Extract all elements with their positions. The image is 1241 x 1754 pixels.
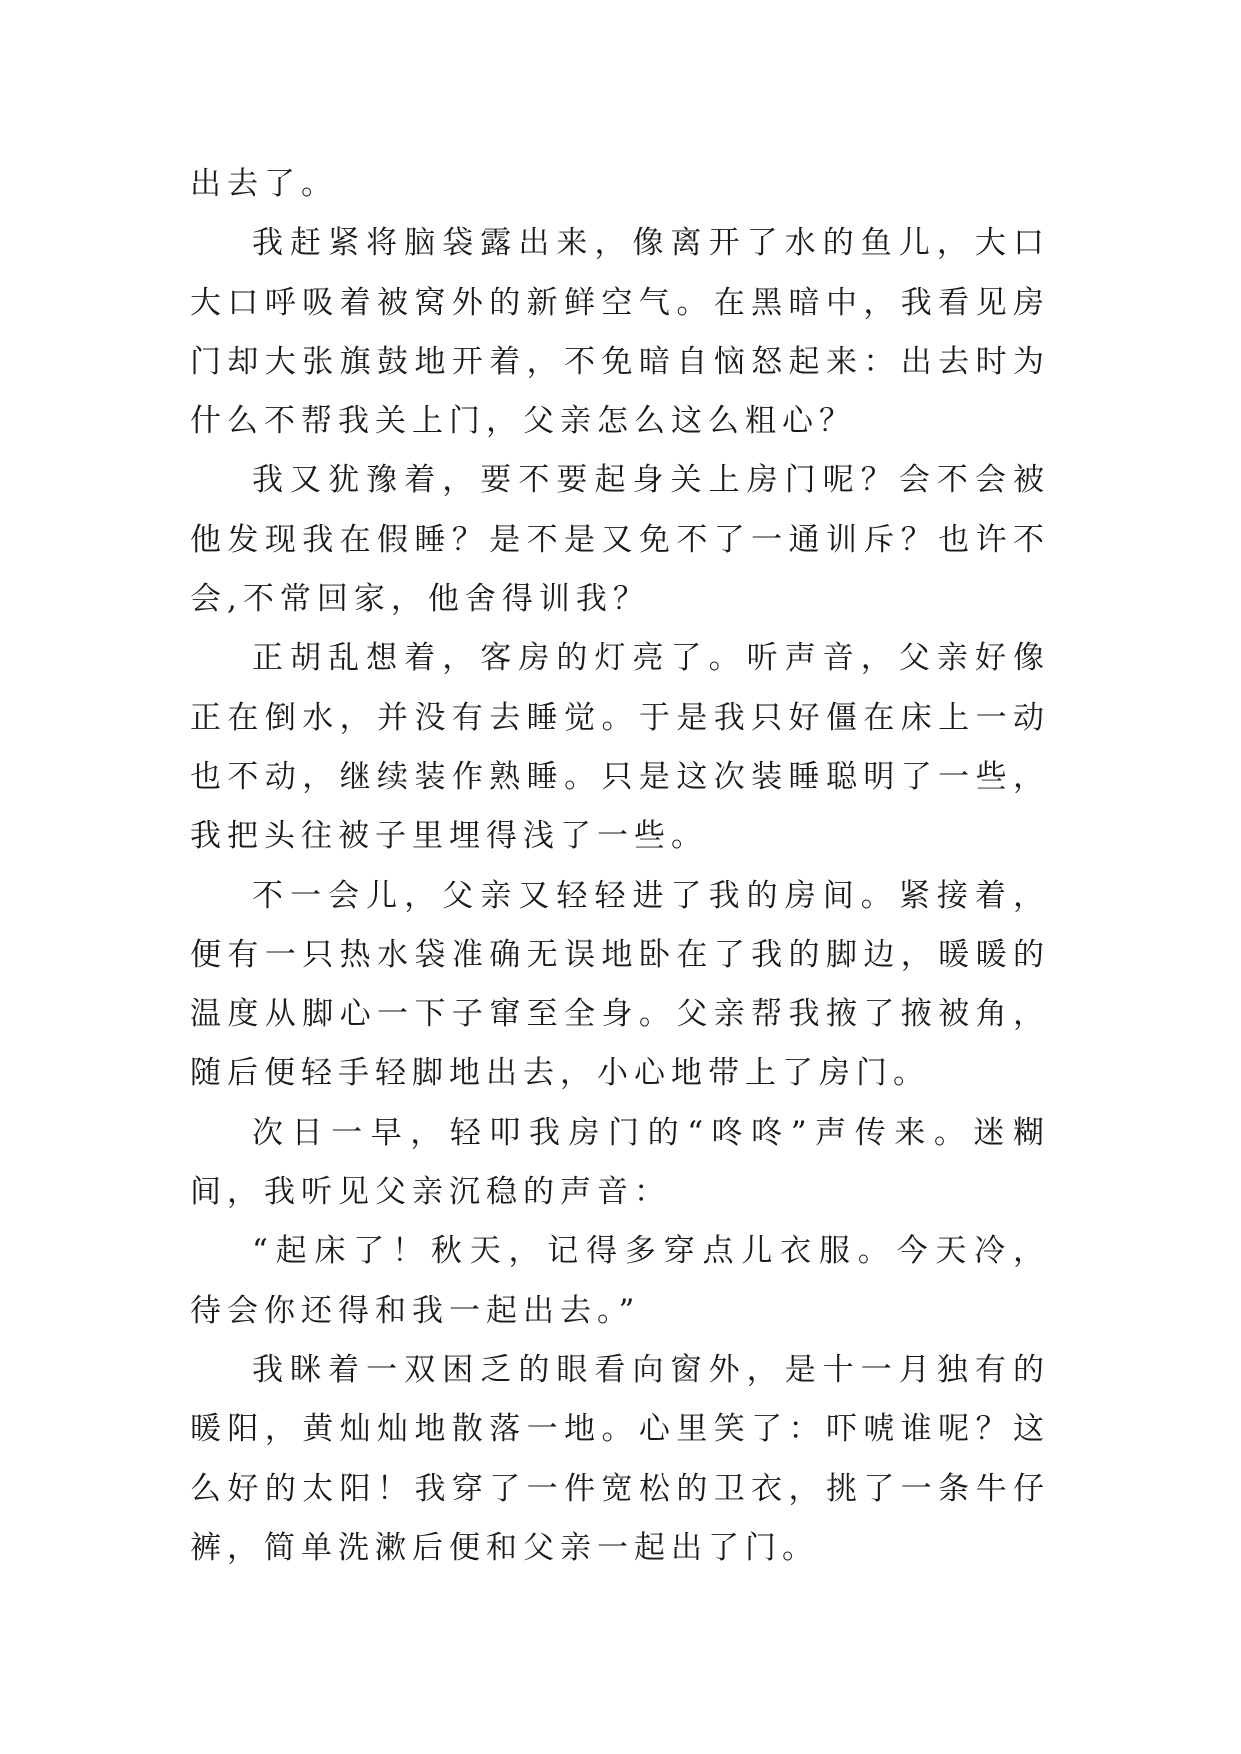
paragraph-3: 我又犹豫着，要不要起身关上房门呢？会不会被他发现我在假睡？是不是又免不了一通训斥？也许不会,不常回家，他舍得训我？ bbox=[190, 462, 1050, 618]
paragraph-8: 我眯着一双困乏的眼看向窗外，是十一月独有的暖阳，黄灿灿地散落一地。心里笑了：吓唬谁呢？这么好的太阳！我穿了一件宽松的卫衣，挑了一条牛仔裤，简单洗漱后便和父亲一起出了门。 bbox=[190, 1351, 1050, 1566]
paragraph-6: 次日一早，轻叩我房门的“咚咚”声传来。迷糊间，我听见父亲沉稳的声音： bbox=[190, 1114, 1050, 1211]
paragraph-1: 出去了。 bbox=[190, 166, 338, 202]
paragraph-4: 正胡乱想着，客房的灯亮了。听声音，父亲好像正在倒水，并没有去睡觉。于是我只好僵在床上一动也不动，继续装作熟睡。只是这次装睡聪明了一些，我把头往被子里埋得浅了一些。 bbox=[190, 640, 1050, 855]
paragraph-5: 不一会儿，父亲又轻轻进了我的房间。紧接着，便有一只热水袋准确无误地卧在了我的脚边，暖暖的温度从脚心一下子窜至全身。父亲帮我掖了掖被角，随后便轻手轻脚地出去，小心地带上了房门。 bbox=[190, 877, 1050, 1092]
paragraph-7: “起床了！秋天，记得多穿点儿衣服。今天冷，待会你还得和我一起出去。” bbox=[190, 1233, 1050, 1329]
paragraph-2: 我赶紧将脑袋露出来，像离开了水的鱼儿，大口大口呼吸着被窝外的新鲜空气。在黑暗中，我看见房门却大张旗鼓地开着，不免暗自恼怒起来：出去时为什么不帮我关上门，父亲怎么这么粗心？ bbox=[190, 225, 1050, 440]
body-text bbox=[190, 155, 1050, 1578]
